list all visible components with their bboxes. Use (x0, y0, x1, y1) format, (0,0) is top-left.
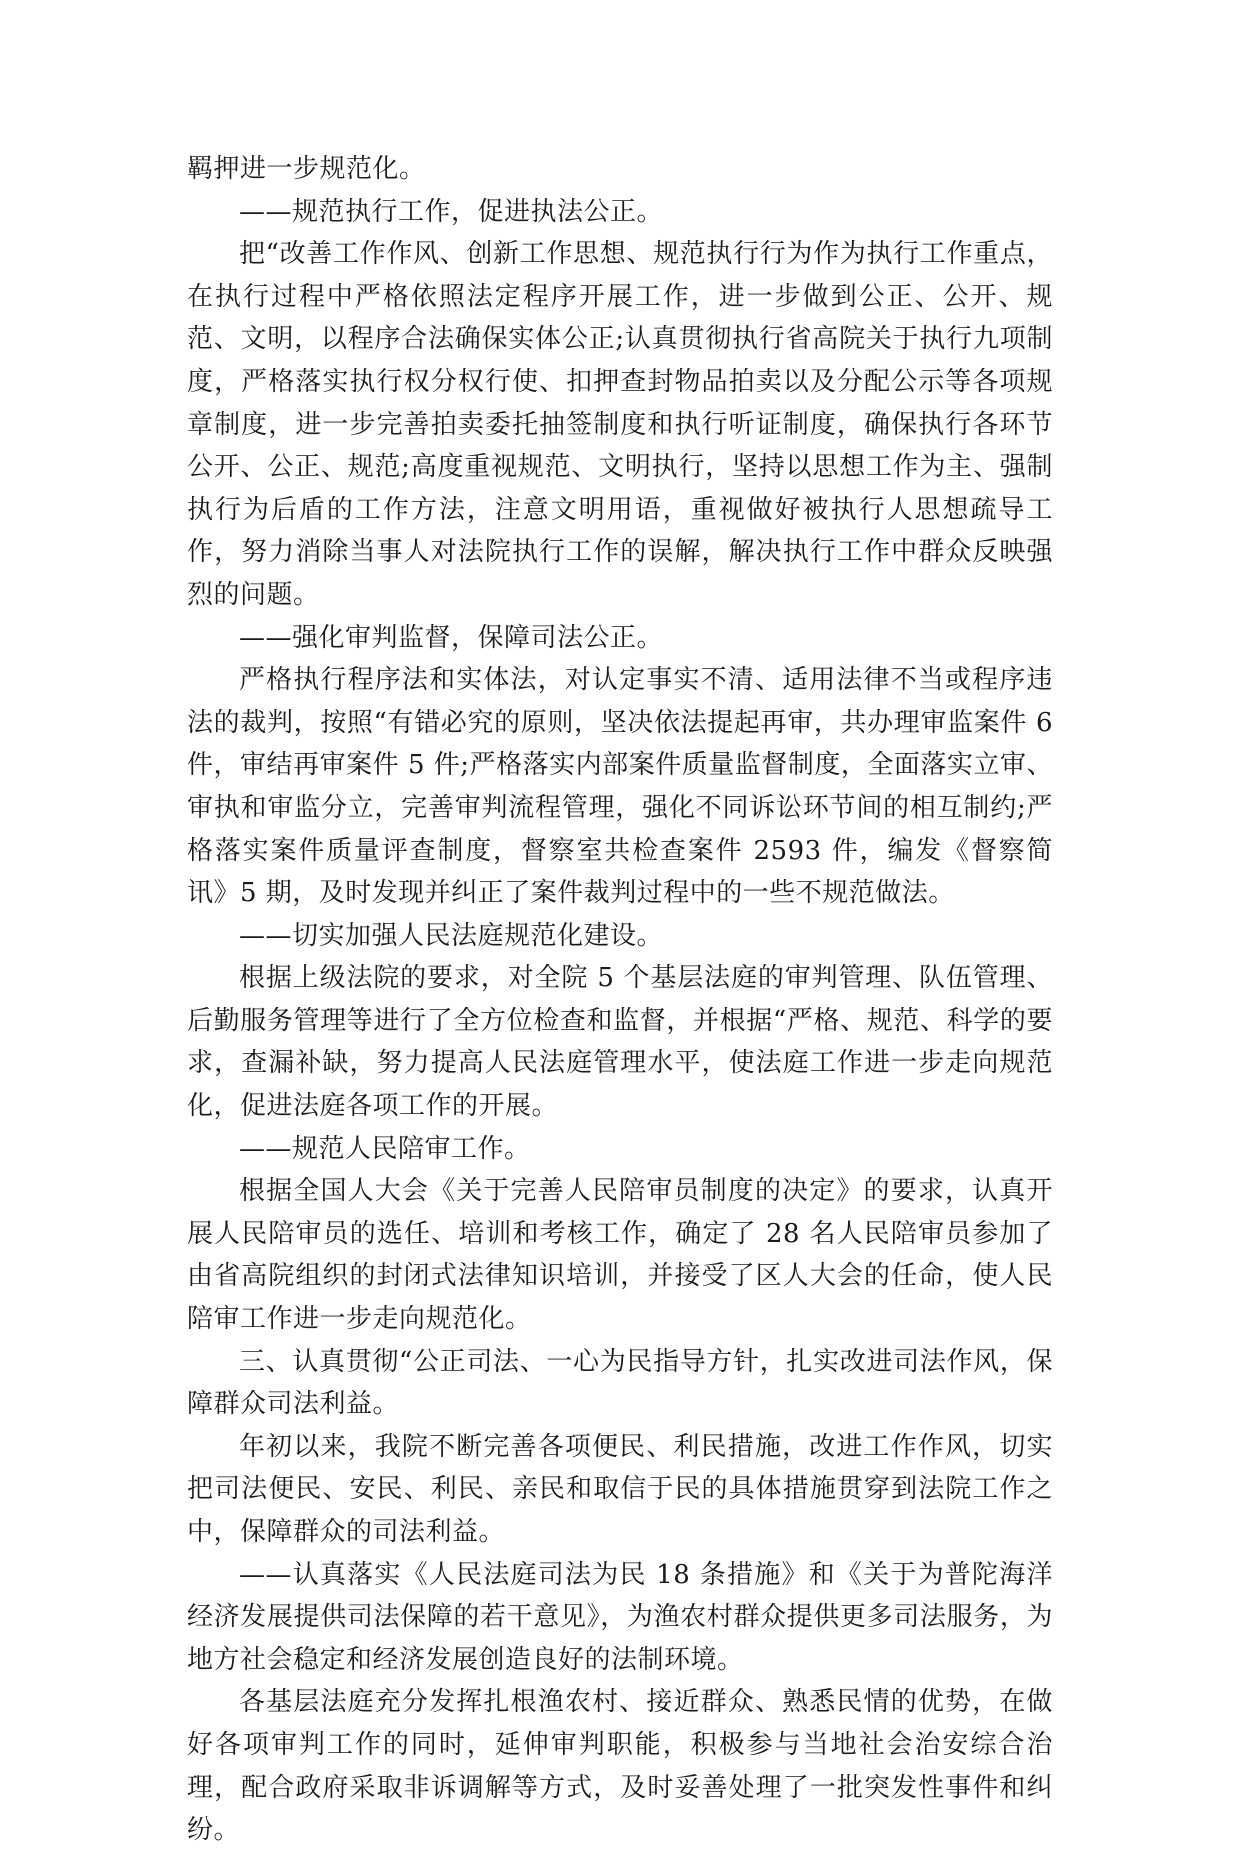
section-heading: ——认真落实《人民法庭司法为民 18 条措施》和《关于为普陀海洋经济发展提供司法保障的若干意见》，为渔农村群众提供更多司法服务，为地方社会稳定和经济发展创造良好的法制环境。 (187, 1559, 1053, 1675)
section-heading: ——切实加强人民法庭规范化建设。 (239, 920, 664, 951)
paragraph: 年初以来，我院不断完善各项便民、利民措施，改进工作作风，切实把司法便民、安民、利民、亲民和取信于民的具体措施贯穿到法院工作之中，保障群众的司法利益。 (187, 1431, 1053, 1547)
paragraph: 各基层法庭充分发挥扎根渔农村、接近群众、熟悉民情的优势，在做好各项审判工作的同时，延伸审判职能，积极参与当地社会治安综合治理，配合政府采取非诉调解等方式，及时妥善处理了一批突发性事件和纠纷。 (187, 1687, 1053, 1846)
paragraph: 根据上级法院的要求，对全院 5 个基层法庭的审判管理、队伍管理、后勤服务管理等进行了全方位检查和监督，并根据“严格、规范、科学的要求，查漏补缺，努力提高人民法庭管理水平，使法庭工作进一步走向规范化，促进法庭各项工作的开展。 (187, 963, 1053, 1122)
section-heading: ——规范人民陪审工作。 (239, 1133, 531, 1164)
section-heading: ——强化审判监督，保障司法公正。 (239, 622, 664, 653)
chapter-heading: 三、认真贯彻“公正司法、一心为民指导方针，扎实改进司法作风，保障群众司法利益。 (187, 1346, 1053, 1420)
paragraph: 羁押进一步规范化。 (187, 154, 426, 184)
section-heading: ——规范执行工作，促进执法公正。 (239, 196, 664, 227)
paragraph: 根据全国人大会《关于完善人民陪审员制度的决定》的要求，认真开展人民陪审员的选任、培训和考核工作，确定了 28 名人民陪审员参加了由省高院组织的封闭式法律知识培训，并接受了区人大会的任命，使人民陪审工作进一步走向规范化。 (187, 1176, 1053, 1335)
paragraph: 严格执行程序法和实体法，对认定事实不清、适用法律不当或程序违法的裁判，按照“有错必究的原则，坚决依法提起再审，共办理审监案件 6 件，审结再审案件 5 件;严格落实内部案件质量监督制度，全面落实立审、审执和审监分立，完善审判流程管理，强化不同诉讼环节间的相互制约;严格落实案件质量评查制度，督察室共检查案件 2593 件，编发《督察简讯》5 期，及时发现并纠正了案件裁判过程中的一些不规范做法。 (187, 665, 1053, 909)
paragraph: 把“改善工作作风、创新工作思想、规范执行行为作为执行工作重点，在执行过程中严格依照法定程序开展工作，进一步做到公正、公开、规范、文明，以程序合法确保实体公正;认真贯彻执行省高院关于执行九项制度，严格落实执行权分权行使、扣押查封物品拍卖以及分配公示等各项规章制度，进一步完善拍卖委托抽签制度和执行听证制度，确保执行各环节公开、公正、规范;高度重视规范、文明执行，坚持以思想工作为主、强制执行为后盾的工作方法，注意文明用语，重视做好被执行人思想疏导工作，努力消除当事人对法院执行工作的误解，解决执行工作中群众反映强烈的问题。 (187, 239, 1053, 610)
document-body (187, 148, 1053, 1852)
